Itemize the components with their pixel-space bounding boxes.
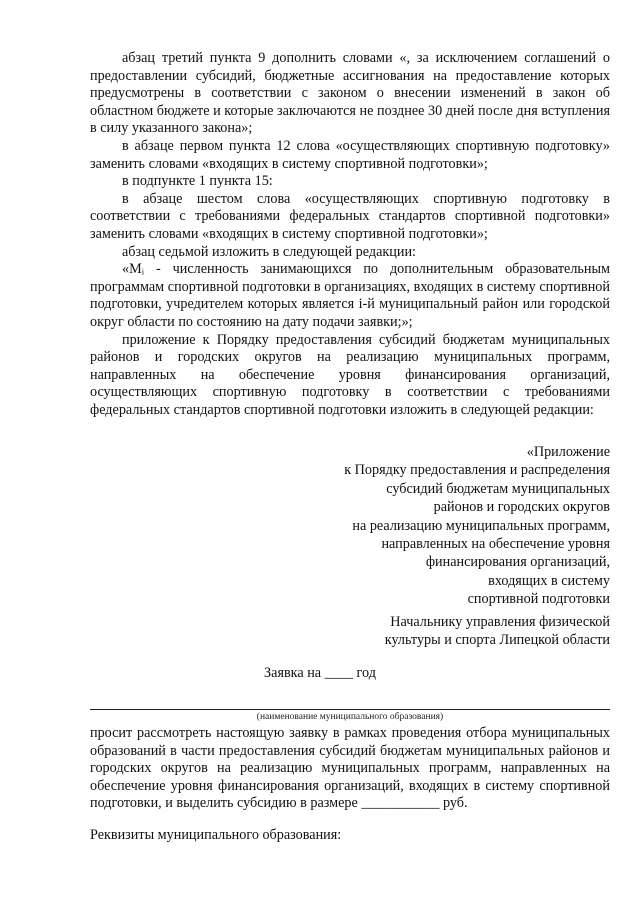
- amendment-paragraph: «Mᵢ - численность занимающихся по дополнительным образовательным программам спортивной подготовки в организациях, входящих в систему спортивной подготовки, учредителем которых является i-й муниципальный район или городской округ области по состоянию на дату подачи заявки;»;: [90, 261, 610, 330]
- addressee-block: [300, 614, 610, 649]
- application-title: Заявка на ____ год: [264, 665, 376, 681]
- appendix-header-line: субсидий бюджетам муниципальных: [386, 480, 610, 497]
- appendix-header-line: «Приложение: [526, 444, 610, 460]
- amendment-paragraph: абзац седьмой изложить в следующей редакции:: [122, 243, 417, 260]
- appendix-header: [260, 443, 610, 609]
- request-section: [90, 725, 610, 813]
- amendments-section: [90, 50, 610, 419]
- addressee-line: культуры и спорта Липецкой области: [384, 631, 610, 648]
- municipality-name-line: [90, 709, 610, 710]
- amendment-paragraph: в абзаце первом пункта 12 слова «осуществляющих спортивную подготовку» заменить словами «входящих в систему спортивной подготовки»;: [90, 137, 610, 172]
- request-text: просит рассмотреть настоящую заявку в рамках проведения отбора муниципальных образований в части предоставления субсидий бюджетам муниципальных районов и городских округов на реализацию муниципальных программ, направленных на обеспечение уровня финансирования организаций, входящих в систему спортивной подготовки, и выделить субсидию в размере: [90, 725, 610, 811]
- addressee-line: Начальнику управления физической: [390, 614, 610, 630]
- appendix-header-line: направленных на обеспечение уровня: [381, 536, 610, 553]
- appendix-header-line: входящих в систему: [488, 572, 610, 589]
- appendix-header-line: на реализацию муниципальных программ,: [352, 517, 610, 534]
- municipality-caption: (наименование муниципального образования): [256, 712, 444, 722]
- request-paragraph: [90, 725, 610, 813]
- amendment-paragraph: в подпункте 1 пункта 15:: [122, 173, 273, 190]
- appendix-header-line: спортивной подготовки: [467, 591, 610, 608]
- amendment-paragraph: приложение к Порядку предоставления субсидий бюджетам муниципальных районов и городских округов на реализацию муниципальных программ, направленных на обеспечение уровня финансирования организаций, осуществляющих спортивную подготовку в соответствии с требованиями федеральных стандартов спортивной подготовки изложить в следующей редакции:: [90, 331, 610, 418]
- amendment-paragraph: в абзаце шестом слова «осуществляющих спортивную подготовку в соответствии с требованиями федеральных стандартов спортивной подготовки» заменить словами «входящих в систему спортивной подготовки»;: [90, 190, 610, 242]
- amendment-paragraph: абзац третий пункта 9 дополнить словами «, за исключением соглашений о предоставлении субсидий, бюджетные ассигнования на предоставление которых предусмотрены в соответствии с законом о внесении изменений в закон об областном бюджете и которые заключаются не позднее 30 дней после дня вступления в силу указанного закона»;: [90, 50, 610, 137]
- requisites-label: Реквизиты муниципального образования:: [90, 827, 342, 843]
- amount-unit: руб.: [442, 795, 468, 811]
- appendix-header-line: финансирования организаций,: [425, 554, 610, 571]
- appendix-header-line: к Порядку предоставления и распределения: [344, 462, 610, 479]
- appendix-header-line: районов и городских округов: [433, 499, 610, 516]
- amount-blank: ___________: [361, 795, 440, 811]
